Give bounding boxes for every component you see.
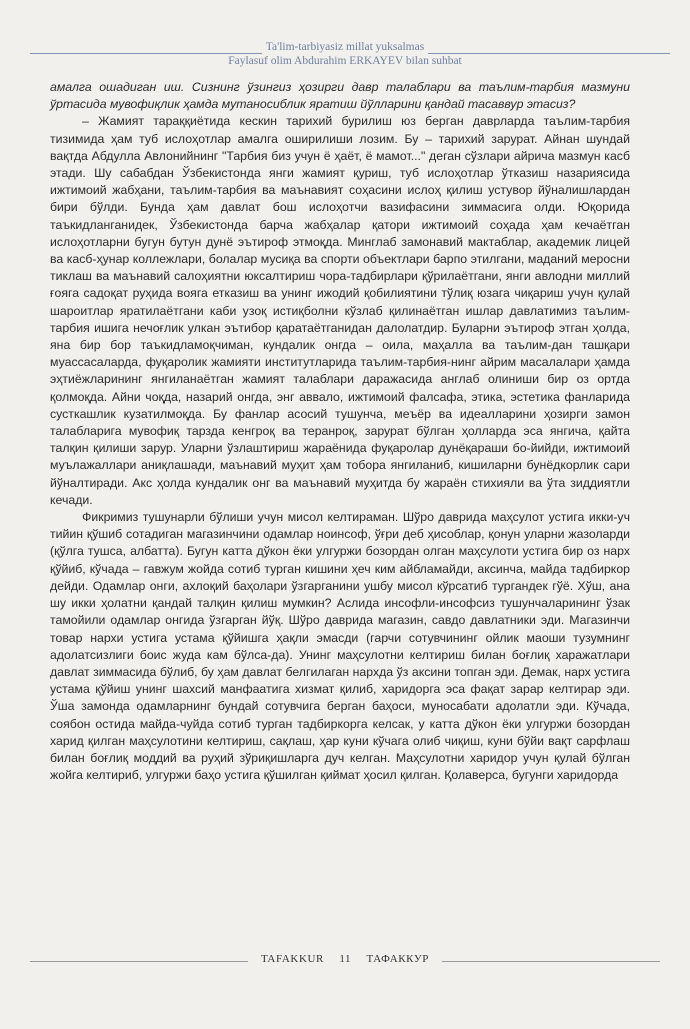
page-number: 11 [339,953,352,965]
answer-paragraph: Фикримиз тушунарли бўлиши учун мисол келтираман. Шўро даврида маҳсулот устига икки-уч тийин қўшиб сотадиган магазинчини одамлар ноинсоф, ўғри деб ҳисоблар, қонун уларни жазоларди (қўлга тушса, албатта). Бугун катта дўкон ёки улгуржи бозордан олган маҳсулоти устига бир оз нарх қўйиб, кўчада – гавжум жойда сотиб турган кишини ҳеч ким айбламайди, аксинча, майда тадбиркор дейди. Одамлар онги, ахлоқий баҳолари ўзгарганини ушбу мисол кўрсатиб тургандек гўё. Хўш, ана шу икки ҳолатни қандай талқин қилиш мумкин? Аслида инсофли-инсофсиз тушунчаларининг ўзак тамойили одамлар онгида ўзгарган йўқ. Шўро даврида магазин, савдо давлатники эди. Магазинчи товар нархи устига устама қўйишга ҳақли эмасди (гарчи сотувчининг ойлик маоши тузумнинг адолатсизлиги боис жуда кам бўлса-да). Унинг маҳсулотни келтириш билан боғлиқ харажатлари давлат зиммасида бўлиб, бу ҳам давлат белгилаган нархда ўз аксини топган эди. Демак, нарх устига устама қўйиш унинг шахсий манфаатига хизмат қилиб, харидорга эса фақат зарар келтирар эди. Ўша замонда одамларнинг бундай сотувчига берган баҳоси, муносабати адолатли эди. Кўчада, соябон остида майда-чуйда сотиб турган тадбиркорга келсак, у катта дўкон ёки улгуржи бозордан харид қилган маҳсулотини келтириш, сақлаш, ҳар куни кўчага олиб чиқиш, куни бўйи вақт сарфлаш билан боғлиқ моддий ва руҳий зўриқишларга дуч келган. Маҳсулотни харидор учун қулай бўлган жойга келтириб, улгуржи баҳо устига қўшилган қиймат ҳосил қилган. Қолаверса, бугунги харидорда [50,510,630,783]
answer-paragraph: – Жамият тараққиётида кескин тарихий бурилиш юз берган даврларда таълим-тарбия тизимида ҳам туб ислоҳотлар амалга оширилиши лозим. Бу – тарихий зарурат. Айнан шундай вақтда Абдулла Авлонийнинг "Тарбия биз учун ё ҳаёт, ё мамот..." деган сўзлари айрича мазмун касб этади. Шу сабабдан Ўзбекистонда янги жамият қуриш, туб ислоҳотлар ўтказиш назариясида ижтимоий жабҳани, таълим-тарбия ва маънавият соҳасини ислоҳ қилиш устувор йўналишлардан бири бўлди. Бунда ҳам давлат бош ислоҳотчи вазифасини зиммасига олди. Юқорида таъкидланганидек, Ўзбекистонда барча жабҳалар қатори ижтимоий соҳада ҳам кечаётган ислоҳотларни бугун бутун дунё эътироф этмоқда. Минглаб замонавий мактаблар, академик лицей ва касб-ҳунар коллежлари, болалар мусиқа ва спорти объектлари барпо этилгани, маданий меросни тиклаш ва маънавий салоҳиятни юксалтириш чора-тадбирлари қўрилаётгани, янги авлодни миллий ғояга садоқат руҳида вояга етказиш ва унинг ижодий қобилиятини тўлиқ юзага чиқариш учун қулай шароитлар яратилаётгани каби узоқ истиқболни кўзлаб қилинаётган ишлар давлатимиз таълим-тарбия ишига нечоғлик улкан эътибор қаратаётганидан далолатдир. Буларни эътироф этган ҳолда, яна бир бор таъкидламоқчиман, кундалик онгда – оила, маҳалла ва таълим-дан ташқари муассасаларда, фуқаролик жамияти институтларида таълим-тарбия-нинг айрим масалалари ҳамда эҳтиёжларининг янгиланаётган жамият талаблари даражасида англаб олиниши бир оз ортда қолмоқда. Айни чоқда, назарий онгда, энг аввало, ижтимоий фалсафа, этика, эстетика фанларида сусткашлик кузатилмоқда. Бу фанлар асосий тушунча, меъёр ва идеалларини ҳозирги замон талабларига мувофиқ тарзда кенгроқ ва теранроқ, зарурат бўлган ҳолларда эса янгича, қайта талқин қилиши зарур. Уларни ўзлаштириш жараёнида фуқаролар дунёқараши бо-йийди, ижтимоий муълажаллари аниқлашади, маънавий муҳит ҳам тобора янгиланиб, кишиларни бунёдкорлик сари йўналтиради. Акс ҳолда кундалик онг ва маънавий муҳитда бу жараён стихияли ва ўта зиддиятли кечади. [50,114,630,507]
interview-question: амалга ошадиган иш. Сизнинг ўзингиз ҳозирги давр талаблари ва таълим-тарбия мазмуни ўртасида мувофиқлик ҳамда мутаносиблик яратиш йўлларини қандай тасаввур этасиз? [50,80,630,112]
footer-magazine-latin: TAFAKKUR [260,953,324,965]
article-body [50,79,630,784]
page-footer [30,953,660,969]
header-subtitle: Faylasuf olim Abdurahim ERKAYEV bilan suhbat [224,54,466,68]
header-title: Ta'lim-tarbiyasiz millat yuksalmas [262,40,428,54]
footer-magazine-cyrillic: ТАФАККУР [366,953,430,965]
running-header [20,40,670,68]
